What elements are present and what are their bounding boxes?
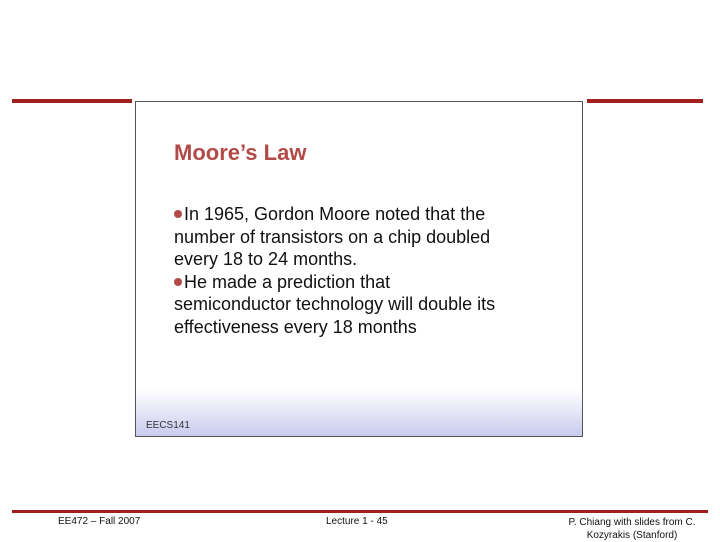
text-line-3: every 18 to 24 months. [174, 249, 358, 269]
bullet-line-4: He made a prediction that [174, 271, 574, 294]
footer-lecture: Lecture 1 - 45 [326, 516, 388, 527]
top-rule-right [587, 99, 703, 103]
text-line-5: semiconductor technology will double its [174, 294, 496, 314]
text-line-2: number of transistors on a chip doubled [174, 226, 491, 247]
slide-title: Moore’s Law [174, 140, 307, 165]
bullet-line-1: In 1965, Gordon Moore noted that the [174, 203, 574, 226]
slide-footer-label: EECS141 [146, 420, 190, 431]
text-line-6: effectiveness every 18 months [174, 316, 417, 337]
bottom-rule [12, 510, 708, 513]
footer-credit: P. Chiang with slides from C. Kozyrakis (Stanford) [568, 517, 696, 541]
bullet-icon [174, 278, 182, 286]
top-rule-left [12, 99, 132, 103]
slide-body [174, 203, 574, 338]
bullet-icon [174, 210, 182, 218]
footer-course: EE472 – Fall 2007 [58, 516, 141, 527]
embedded-slide-image [135, 101, 583, 437]
